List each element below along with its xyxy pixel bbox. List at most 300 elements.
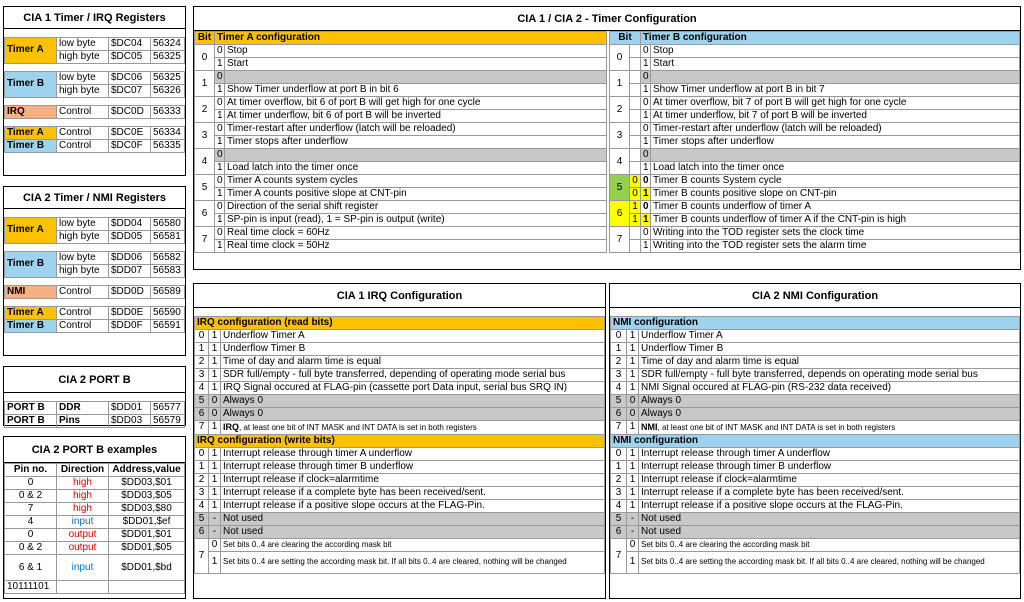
cell: 1 [209,381,221,394]
cell: 56590 [151,306,185,319]
cell: $DD01,$05 [109,542,185,555]
cell [630,123,641,136]
cell: Timer B counts positive slope on CNT-pin [651,188,1020,201]
bit-number: 1 [610,71,630,97]
cell: Interrupt release if a complete byte has been received/sent. [221,486,605,499]
timer-a-table [194,31,607,253]
bit-number: 6 [610,201,630,227]
table-row [195,486,605,499]
cell-text: , at least one bit of INT MASK and INT DATA is set in both registers [239,422,477,432]
table-row [195,110,607,123]
cell: Direction of the serial shift register [225,201,607,214]
cell: 0 [5,529,57,542]
bit-number: 1 [195,71,215,97]
cell: 56581 [151,230,185,243]
table-row [5,37,185,50]
section-heading: IRQ configuration (read bits) [195,316,605,329]
table-row [195,240,607,253]
cell: Interrupt release through timer A underflow [639,447,1020,460]
cell: 0 [627,407,639,420]
cell: Underflow Timer B [221,342,605,355]
cell: $DD01,$ef [109,516,185,529]
table-row [610,162,1020,175]
cell: Interrupt release if a positive slope occurs at the FLAG-Pin. [221,499,605,512]
timer-b-label: Timer B [5,251,57,277]
cell: $DD0E [109,306,151,319]
cell: 56335 [151,139,185,152]
table-row [611,486,1020,499]
cell: low byte [57,71,109,84]
cell: Timer stops after underflow [651,136,1020,149]
cell: $DC05 [109,50,151,63]
cell: Interrupt release through timer A underflow [221,447,605,460]
cell: Stop [651,45,1020,58]
cell: 0 [215,71,225,84]
cell: Stop [225,45,607,58]
cell: 6 [195,525,209,538]
cell: Interrupt release through timer B underflow [221,460,605,473]
bit-number: 7 [195,227,215,253]
table-row [195,368,605,381]
cell: 1 [627,381,639,394]
cell: 0 [641,123,651,136]
bit-number: 5 [195,175,215,201]
table-row [610,45,1020,58]
cia2-registers-title: CIA 2 Timer / NMI Registers [4,187,185,209]
cell [630,45,641,58]
cell: Control [57,319,109,332]
irq-config-title: CIA 1 IRQ Configuration [194,284,605,308]
cell: Time of day and alarm time is equal [221,355,605,368]
cell: 0 [641,175,651,188]
cell: 0 [215,45,225,58]
cell: 6 [611,407,627,420]
cell: Underflow Timer A [221,329,605,342]
table-row [610,175,1020,188]
cia2-registers-panel [3,186,186,356]
table-row [611,355,1020,368]
cell: 0 [630,188,641,201]
cell: Timer B configuration [641,32,1020,45]
table-header [195,32,607,45]
bit-number: 3 [195,123,215,149]
cell: 1 [209,473,221,486]
cell: Timer B counts System cycle [651,175,1020,188]
table-row [195,329,605,342]
cell: 1 [215,188,225,201]
cell: 4 [611,381,627,394]
cell: high byte [57,230,109,243]
cell: 1 [627,460,639,473]
table-row [195,394,605,407]
bit-number: 2 [195,97,215,123]
cell: high byte [57,50,109,63]
cell [651,149,1020,162]
table-row [611,447,1020,460]
cell: 1 [215,110,225,123]
cell: 0 [209,538,221,551]
timer-a-label: Timer A [5,217,57,243]
cia1-registers-title: CIA 1 Timer / IRQ Registers [4,7,185,29]
cell: Timer A counts positive slope at CNT-pin [225,188,607,201]
cell: high [57,490,109,503]
cia1-registers-table [4,29,185,153]
table-row [5,503,185,516]
cell: $DC0F [109,139,151,152]
cell: 0 [215,97,225,110]
cell: Always 0 [221,394,605,407]
cell [630,136,641,149]
port-b-title: CIA 2 PORT B [4,367,185,393]
table-row [195,420,605,434]
cell: 1 [627,342,639,355]
cell: IRQ Signal occured at FLAG-pin (cassette port Data input, serial bus SRQ IN) [221,381,605,394]
cell: 56325 [151,50,185,63]
cell: Not used [639,525,1020,538]
cell: $DC07 [109,84,151,97]
cell: 6 & 1 [5,555,57,581]
table-row [195,551,605,573]
section-heading: IRQ configuration (write bits) [195,434,605,447]
table-row [195,123,607,136]
cell: - [627,525,639,538]
timer-config-title: CIA 1 / CIA 2 - Timer Configuration [194,7,1020,31]
cell: 1 [627,355,639,368]
bit-number: 4 [610,149,630,175]
keyword: IRQ [223,421,240,432]
table-header [195,434,605,447]
cell: Load latch into the timer once [225,162,607,175]
cell: Timer B counts underflow of timer A [651,201,1020,214]
cell: 7 [5,503,57,516]
cell: 0 [641,45,651,58]
cell: Show Timer underflow at port B in bit 6 [225,84,607,97]
table-row [610,84,1020,97]
table-row [5,217,185,230]
cell: Pins [57,414,109,427]
cell: 4 [611,499,627,512]
binary-value: 10111101 [5,581,57,594]
bit-number: 4 [195,149,215,175]
cell: $DC04 [109,37,151,50]
table-row [5,71,185,84]
nmi-table [610,308,1020,574]
port-b-examples-title: CIA 2 PORT B examples [4,437,185,463]
cell: 6 [611,525,627,538]
cell: Real time clock = 60Hz [225,227,607,240]
section-heading: NMI configuration [611,316,1020,329]
cell [639,420,1020,434]
cell: 4 [195,381,209,394]
cell: 0 [630,175,641,188]
cell: Interrupt release if clock=alarmtime [639,473,1020,486]
cell: SDR full/empty - full byte transferred, depending of operating mode serial bus [221,368,605,381]
table-row [5,414,185,427]
table-row [610,214,1020,227]
cell: 0 [641,97,651,110]
table-row [195,45,607,58]
table-row [195,227,607,240]
cell [630,240,641,253]
cell: 5 [611,512,627,525]
table-row [610,201,1020,214]
timer-b-label: Timer B [5,319,57,332]
table-row [195,162,607,175]
cell: 56333 [151,105,185,118]
cell: 0 [641,71,651,84]
cell: Always 0 [639,407,1020,420]
cell: 7 [195,420,209,434]
table-row [611,551,1020,573]
cell: 7 [195,538,209,573]
table-row [5,516,185,529]
table-row [610,97,1020,110]
cell: 1 [209,499,221,512]
cell: 1 [209,368,221,381]
cell: 1 [641,188,651,201]
cell: Writing into the TOD register sets the clock time [651,227,1020,240]
cell: 0 [611,447,627,460]
cell: 0 [627,394,639,407]
irq-label: IRQ [5,105,57,118]
cell: 2 [195,355,209,368]
cell: 1 [209,420,221,434]
cell: Not used [221,512,605,525]
cell: high [57,477,109,490]
cell: 1 [209,329,221,342]
table-row [195,214,607,227]
cell: - [209,512,221,525]
cell: output [57,529,109,542]
table-row [611,512,1020,525]
cell: 7 [611,538,627,573]
cell: 1 [611,342,627,355]
cell: 1 [641,58,651,71]
table-row [5,401,185,414]
cell: Control [57,306,109,319]
cell [630,162,641,175]
cell: Always 0 [221,407,605,420]
cell: Show Timer underflow at port B in bit 7 [651,84,1020,97]
table-row [5,542,185,555]
cell: 1 [209,551,221,573]
table-row [611,460,1020,473]
table-row [610,71,1020,84]
cell: - [209,525,221,538]
timer-b-table [609,31,1020,253]
cell: high [57,503,109,516]
cell: 56582 [151,251,185,264]
timer-a-section [194,31,607,253]
cell: Interrupt release if a positive slope occurs at the FLAG-Pin. [639,499,1020,512]
cell [630,110,641,123]
table-row [195,407,605,420]
cell: 0 [641,227,651,240]
cell: Timer-restart after underflow (latch will be reloaded) [651,123,1020,136]
cell [225,71,607,84]
cell: 1 [641,162,651,175]
port-b-panel [3,366,186,426]
cell: 5 [611,394,627,407]
cell: high byte [57,264,109,277]
cell: Timer A counts system cycles [225,175,607,188]
cell: Set bits 0..4 are clearing the according mask bit [221,538,605,551]
port-b-examples-table [4,463,185,594]
timer-a-label: Timer A [5,306,57,319]
cell: $DD03 [109,414,151,427]
cell: 0 [215,123,225,136]
cell: Timer B counts underflow of timer A if the CNT-pin is high [651,214,1020,227]
table-row [610,110,1020,123]
cell: 1 [215,240,225,253]
cell: 1 [627,551,639,573]
cell [630,227,641,240]
cell [630,97,641,110]
cell: 0 [215,201,225,214]
table-row [611,473,1020,486]
table-row [195,355,605,368]
cell: 1 [215,136,225,149]
table-header [610,32,1020,45]
cell: Timer stops after underflow [225,136,607,149]
keyword: NMI [641,421,658,432]
cell: Interrupt release if clock=alarmtime [221,473,605,486]
cell: Bit [610,32,641,45]
cell: 1 [209,460,221,473]
table-row [5,477,185,490]
cell: $DD01,$bd [109,555,185,581]
timer-b-section [609,31,1020,253]
nmi-label: NMI [5,285,57,298]
table-row [195,71,607,84]
nmi-config-panel [609,283,1021,599]
table-row [195,473,605,486]
cell: 0 [209,407,221,420]
table-row [610,136,1020,149]
table-row [5,251,185,264]
cell: $DD03,$05 [109,490,185,503]
port-b-table [4,393,185,428]
cell: $DC06 [109,71,151,84]
table-row [195,342,605,355]
cell [630,71,641,84]
cell: PORT B [5,401,57,414]
cell: Load latch into the timer once [651,162,1020,175]
table-row [5,139,185,152]
cell: 1 [215,84,225,97]
cell: 56583 [151,264,185,277]
cell: Direction [57,464,109,477]
table-header [611,316,1020,329]
cell: Timer-restart after underflow (latch will be reloaded) [225,123,607,136]
cell: $DD05 [109,230,151,243]
cell: At timer overflow, bit 7 of port B will get high for one cycle [651,97,1020,110]
cell: Set bits 0..4 are clearing the according mask bit [639,538,1020,551]
table-row [195,460,605,473]
table-row [195,525,605,538]
section-heading: NMI configuration [611,434,1020,447]
cell: 1 [627,486,639,499]
table-row [611,381,1020,394]
table-row [610,240,1020,253]
cell: 56325 [151,71,185,84]
cell: input [57,555,109,581]
table-row [611,329,1020,342]
table-row [195,538,605,551]
cell-text: , at least one bit of INT MASK and INT DATA is set in both registers [657,422,896,432]
table-header [5,464,185,477]
cell: 0 [215,227,225,240]
table-row [610,149,1020,162]
bit-number: 6 [195,201,215,227]
cell: $DD0D [109,285,151,298]
cell: At timer underflow, bit 6 of port B will be inverted [225,110,607,123]
cell: 0 & 2 [5,490,57,503]
cell: Control [57,285,109,298]
cell: input [57,516,109,529]
cia1-registers-panel [3,6,186,176]
cell: Address,value [109,464,185,477]
cell: 1 [627,368,639,381]
cell: 1 [215,58,225,71]
cell: $DD07 [109,264,151,277]
table-row [611,420,1020,434]
bit-number: 2 [610,97,630,123]
cell [630,84,641,97]
cell: low byte [57,37,109,50]
cell: Set bits 0..4 are setting the according mask bit. If all bits 0..4 are cleared, nothing will be changed [221,551,605,573]
cell: 56591 [151,319,185,332]
cell: Start [651,58,1020,71]
cell: 0 [627,538,639,551]
cell: 0 [641,201,651,214]
cell: Time of day and alarm time is equal [639,355,1020,368]
cell: 1 [641,240,651,253]
table-row [610,227,1020,240]
cell: $DD03,$01 [109,477,185,490]
cell: 0 [641,149,651,162]
table-row [195,97,607,110]
cell: 1 [641,214,651,227]
cell: Start [225,58,607,71]
table-row [611,342,1020,355]
cell: 5 [195,394,209,407]
cell: $DD01,$01 [109,529,185,542]
irq-config-panel [193,283,606,599]
bit-number: 0 [195,45,215,71]
cell: 56580 [151,217,185,230]
cell: 1 [611,460,627,473]
cell: 1 [195,460,209,473]
cell: 1 [209,355,221,368]
cell: 1 [641,110,651,123]
table-row [195,499,605,512]
table-row [195,58,607,71]
cell: 3 [611,368,627,381]
cell: $DC0E [109,126,151,139]
table-row [611,394,1020,407]
cell: 1 [641,84,651,97]
cell: Control [57,105,109,118]
bit-number: 5 [610,175,630,201]
cell: 4 [5,516,57,529]
cell: Real time clock = 50Hz [225,240,607,253]
table-row [195,512,605,525]
cell: NMI Signal occured at FLAG-pin (RS-232 data received) [639,381,1020,394]
cell: 1 [627,473,639,486]
table-row [195,188,607,201]
cell: At timer underflow, bit 7 of port B will be inverted [651,110,1020,123]
